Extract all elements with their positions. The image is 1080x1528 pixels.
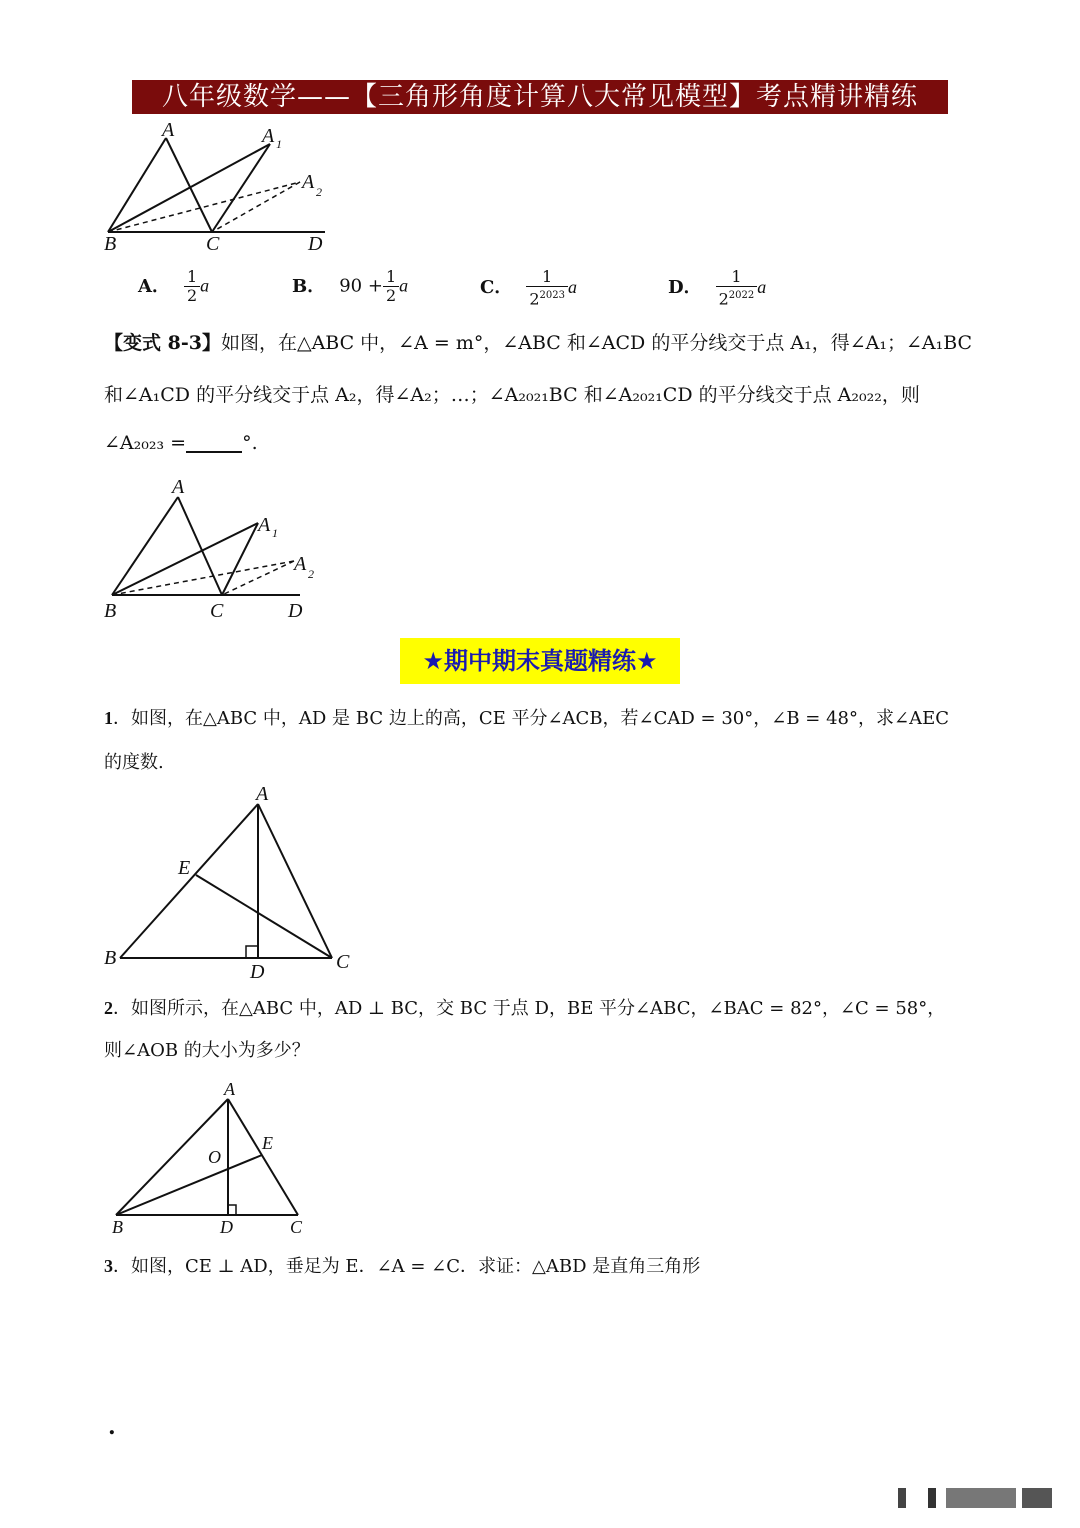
label-b: B (112, 1217, 123, 1237)
label-a: A (162, 119, 175, 141)
line-ba (108, 138, 166, 232)
label-c: C (210, 600, 224, 622)
variant-line-3: ∠A₂₀₂₃ = °. (104, 432, 258, 454)
question-1-line-1: 1．如图，在△ABC 中，AD 是 BC 边上的高，CE 平分∠ACB，若∠CAD = 30°，∠B = 48°，求∠AEC (104, 708, 949, 729)
option-c-fraction: $\frac{1}{2^{2023}}$ (526, 268, 568, 308)
label-a1-sub: 1 (276, 137, 282, 151)
label-d: D (308, 233, 323, 255)
right-angle-mark (228, 1205, 236, 1215)
variant-line-1: 【变式 8-3】如图，在△ABC 中，∠A = m°，∠ABC 和∠ACD 的平分线交于点 A₁，得∠A₁；∠A₁BC (104, 332, 973, 354)
option-a-fraction: $\frac{1}{2}$ (184, 268, 200, 305)
label-b: B (104, 233, 117, 255)
question-1-number: 1 (104, 708, 113, 728)
option-b: B． 90 + $\frac{1}{2}$ a (292, 267, 409, 305)
label-a: A (172, 476, 185, 498)
label-d: D (220, 1217, 233, 1237)
line-ba (112, 497, 178, 595)
label-e: E (262, 1133, 273, 1153)
label-e: E (178, 857, 191, 879)
page-title-banner: 八年级数学——【三角形角度计算八大常见模型】考点精讲精练 (132, 80, 948, 114)
figure-3-altitude-bisector (100, 780, 360, 983)
line-ac (166, 138, 212, 232)
question-2-line-1: 2．如图所示，在△ABC 中，AD ⊥ BC，交 BC 于点 D，BE 平分∠ABC，∠BAC = 82°，∠C = 58°， (104, 998, 946, 1019)
line-a1c (212, 144, 270, 232)
figure-4-altitude-bisector (100, 1075, 320, 1245)
label-c: C (206, 233, 220, 255)
line-a2c (212, 182, 300, 232)
line-ac (178, 497, 222, 595)
option-b-fraction: $\frac{1}{2}$ (383, 268, 399, 305)
line-ac (228, 1099, 298, 1215)
option-c: C． $\frac{1}{2^{2023}}$ a (480, 267, 577, 309)
label-b: B (104, 600, 117, 622)
variant-tag: 【变式 8-3】 (104, 332, 221, 354)
line-ba2 (108, 182, 300, 232)
label-a: A (256, 783, 269, 805)
question-1-line-2: 的度数. (104, 752, 164, 773)
question-3: 3．如图，CE ⊥ AD，垂足为 E．∠A = ∠C．求证：△ABD 是直角三角形 (104, 1256, 701, 1277)
line-a1c (222, 523, 258, 595)
option-b-prefix: 90 + (339, 275, 383, 297)
variant-line-2: 和∠A₁CD 的平分线交于点 A₂，得∠A₂；…；∠A₂₀₂₁BC 和∠A₂₀₂₁CD 的平分线交于点 A₂₀₂₂，则 (104, 384, 920, 406)
label-a2: A (302, 171, 315, 193)
question-2-number: 2 (104, 998, 113, 1018)
question-2-line-2: 则∠AOB 的大小为多少？ (104, 1040, 310, 1061)
section-title: ★期中期末真题精练★ (400, 638, 680, 684)
label-a2: A (294, 553, 307, 575)
figure-1-triangle-bisectors (100, 120, 340, 260)
right-angle-mark (246, 946, 258, 958)
line-ba2 (112, 561, 294, 595)
answer-blank[interactable] (186, 435, 242, 453)
label-a2-sub: 2 (316, 185, 322, 199)
label-a1: A (258, 514, 271, 536)
option-b-letter: B． (292, 275, 326, 297)
label-a1-sub: 1 (272, 526, 278, 540)
trailing-dot: . (108, 1414, 116, 1440)
line-be (116, 1155, 262, 1215)
label-a1: A (262, 125, 275, 147)
figure-2-triangle-bisectors (100, 475, 340, 625)
option-a: A． $\frac{1}{2}$ a (138, 267, 210, 305)
label-a2-sub: 2 (308, 567, 314, 581)
label-a: A (224, 1079, 235, 1099)
label-c: C (336, 951, 350, 973)
label-o: O (208, 1147, 221, 1167)
line-a2c (222, 561, 294, 595)
label-d: D (288, 600, 303, 622)
option-d-letter: D． (668, 277, 702, 299)
label-c: C (290, 1217, 303, 1237)
option-a-letter: A． (138, 275, 170, 297)
line-ba1 (112, 523, 258, 595)
line-ba1 (108, 144, 270, 232)
label-d: D (250, 961, 265, 983)
option-d: D． $\frac{1}{2^{2022}}$ a (668, 267, 767, 309)
option-d-fraction: $\frac{1}{2^{2022}}$ (716, 268, 758, 308)
option-c-letter: C． (480, 277, 513, 299)
question-3-number: 3 (104, 1256, 113, 1276)
line-ab (120, 804, 258, 958)
label-b: B (104, 947, 117, 969)
